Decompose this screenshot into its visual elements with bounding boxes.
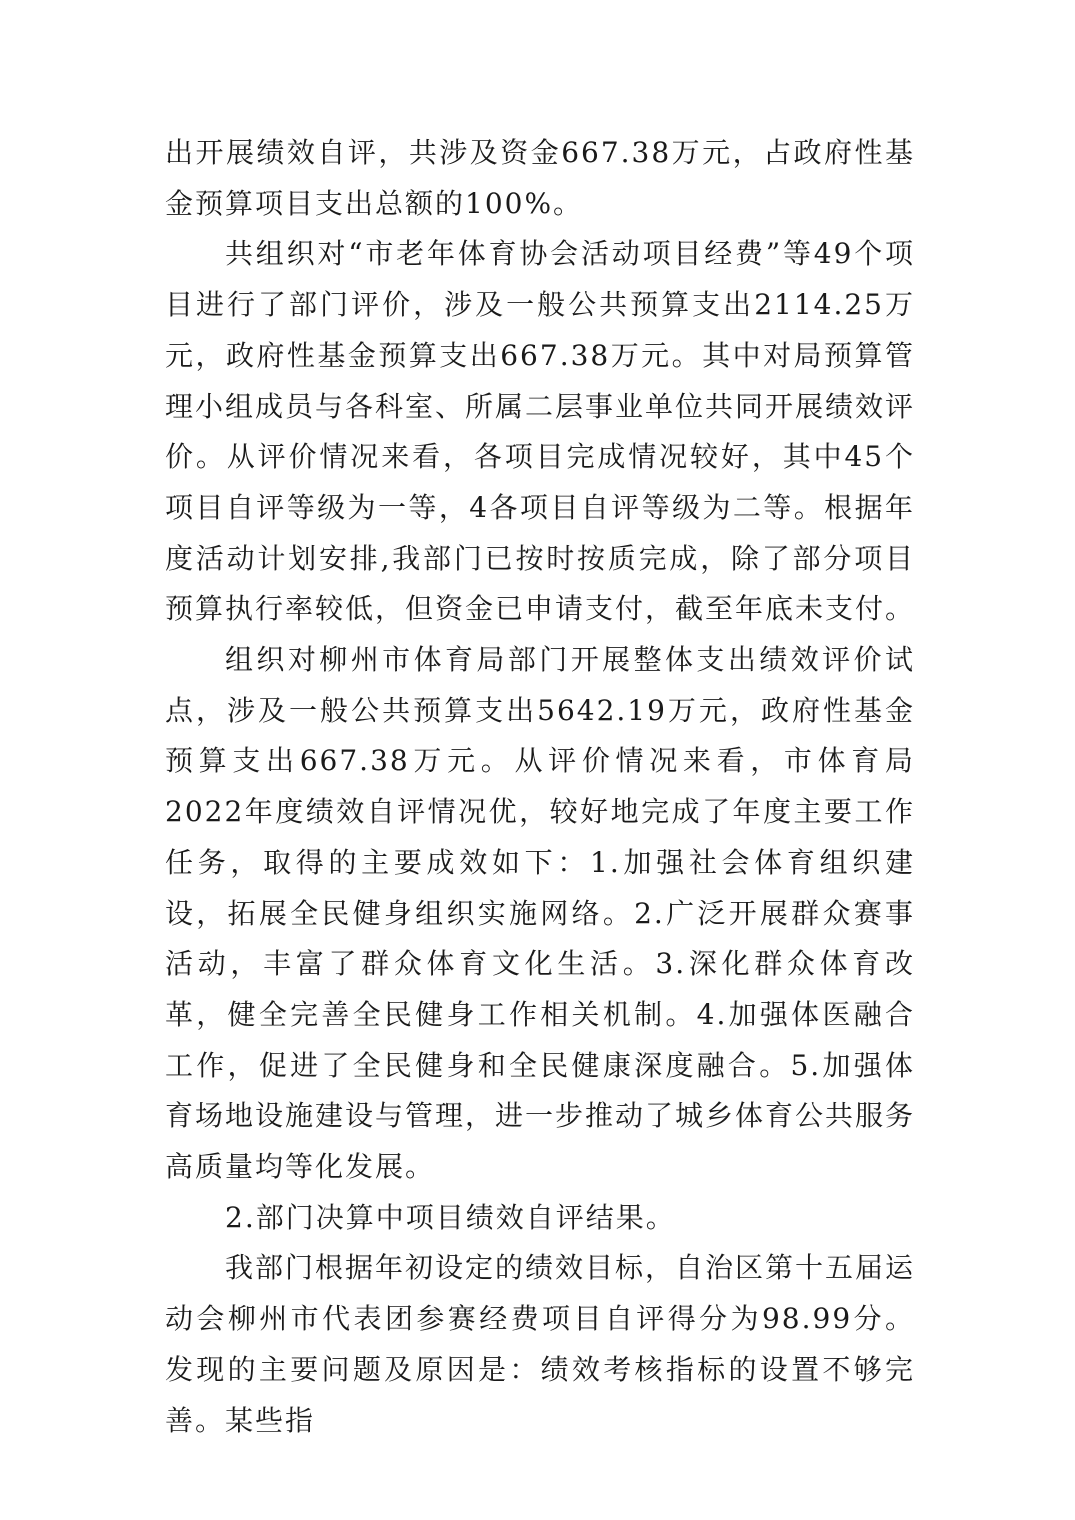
section-heading-2: 2.部门决算中项目绩效自评结果。 <box>225 1200 676 1234</box>
paragraph-2: 共组织对“市老年体育协会活动项目经费”等49个项目进行了部门评价，涉及一般公共预算支出2114.25万元，政府性基金预算支出667.38万元。其中对局预算管理小组成员与各科室、所属二层事业单位共同开展绩效评价。从评价情况来看，各项目完成情况较好，其中45个项目自评等级为一等，4各项目自评等级为二等。根据年度活动计划安排,我部门已按时按质完成，除了部分项目预算执行率较低，但资金已申请支付，截至年底未支付。 <box>165 237 916 626</box>
paragraph-4: 我部门根据年初设定的绩效目标，自治区第十五届运动会柳州市代表团参赛经费项目自评得分为98.99分。发现的主要问题及原因是：绩效考核指标的设置不够完善。某些指 <box>165 1251 916 1437</box>
document-body <box>165 128 915 1446</box>
paragraph-1: 出开展绩效自评，共涉及资金667.38万元，占政府性基金预算项目支出总额的100%。 <box>165 136 915 220</box>
paragraph-3: 组织对柳州市体育局部门开展整体支出绩效评价试点，涉及一般公共预算支出5642.19万元，政府性基金预算支出667.38万元。从评价情况来看，市体育局2022年度绩效自评情况优，较好地完成了年度主要工作任务，取得的主要成效如下：1.加强社会体育组织建设，拓展全民健身组织实施网络。2.广泛开展群众赛事活动，丰富了群众体育文化生活。3.深化群众体育改革，健全完善全民健身工作相关机制。4.加强体医融合工作，促进了全民健身和全民健康深度融合。5.加强体育场地设施建设与管理，进一步推动了城乡体育公共服务高质量均等化发展。 <box>165 643 916 1184</box>
